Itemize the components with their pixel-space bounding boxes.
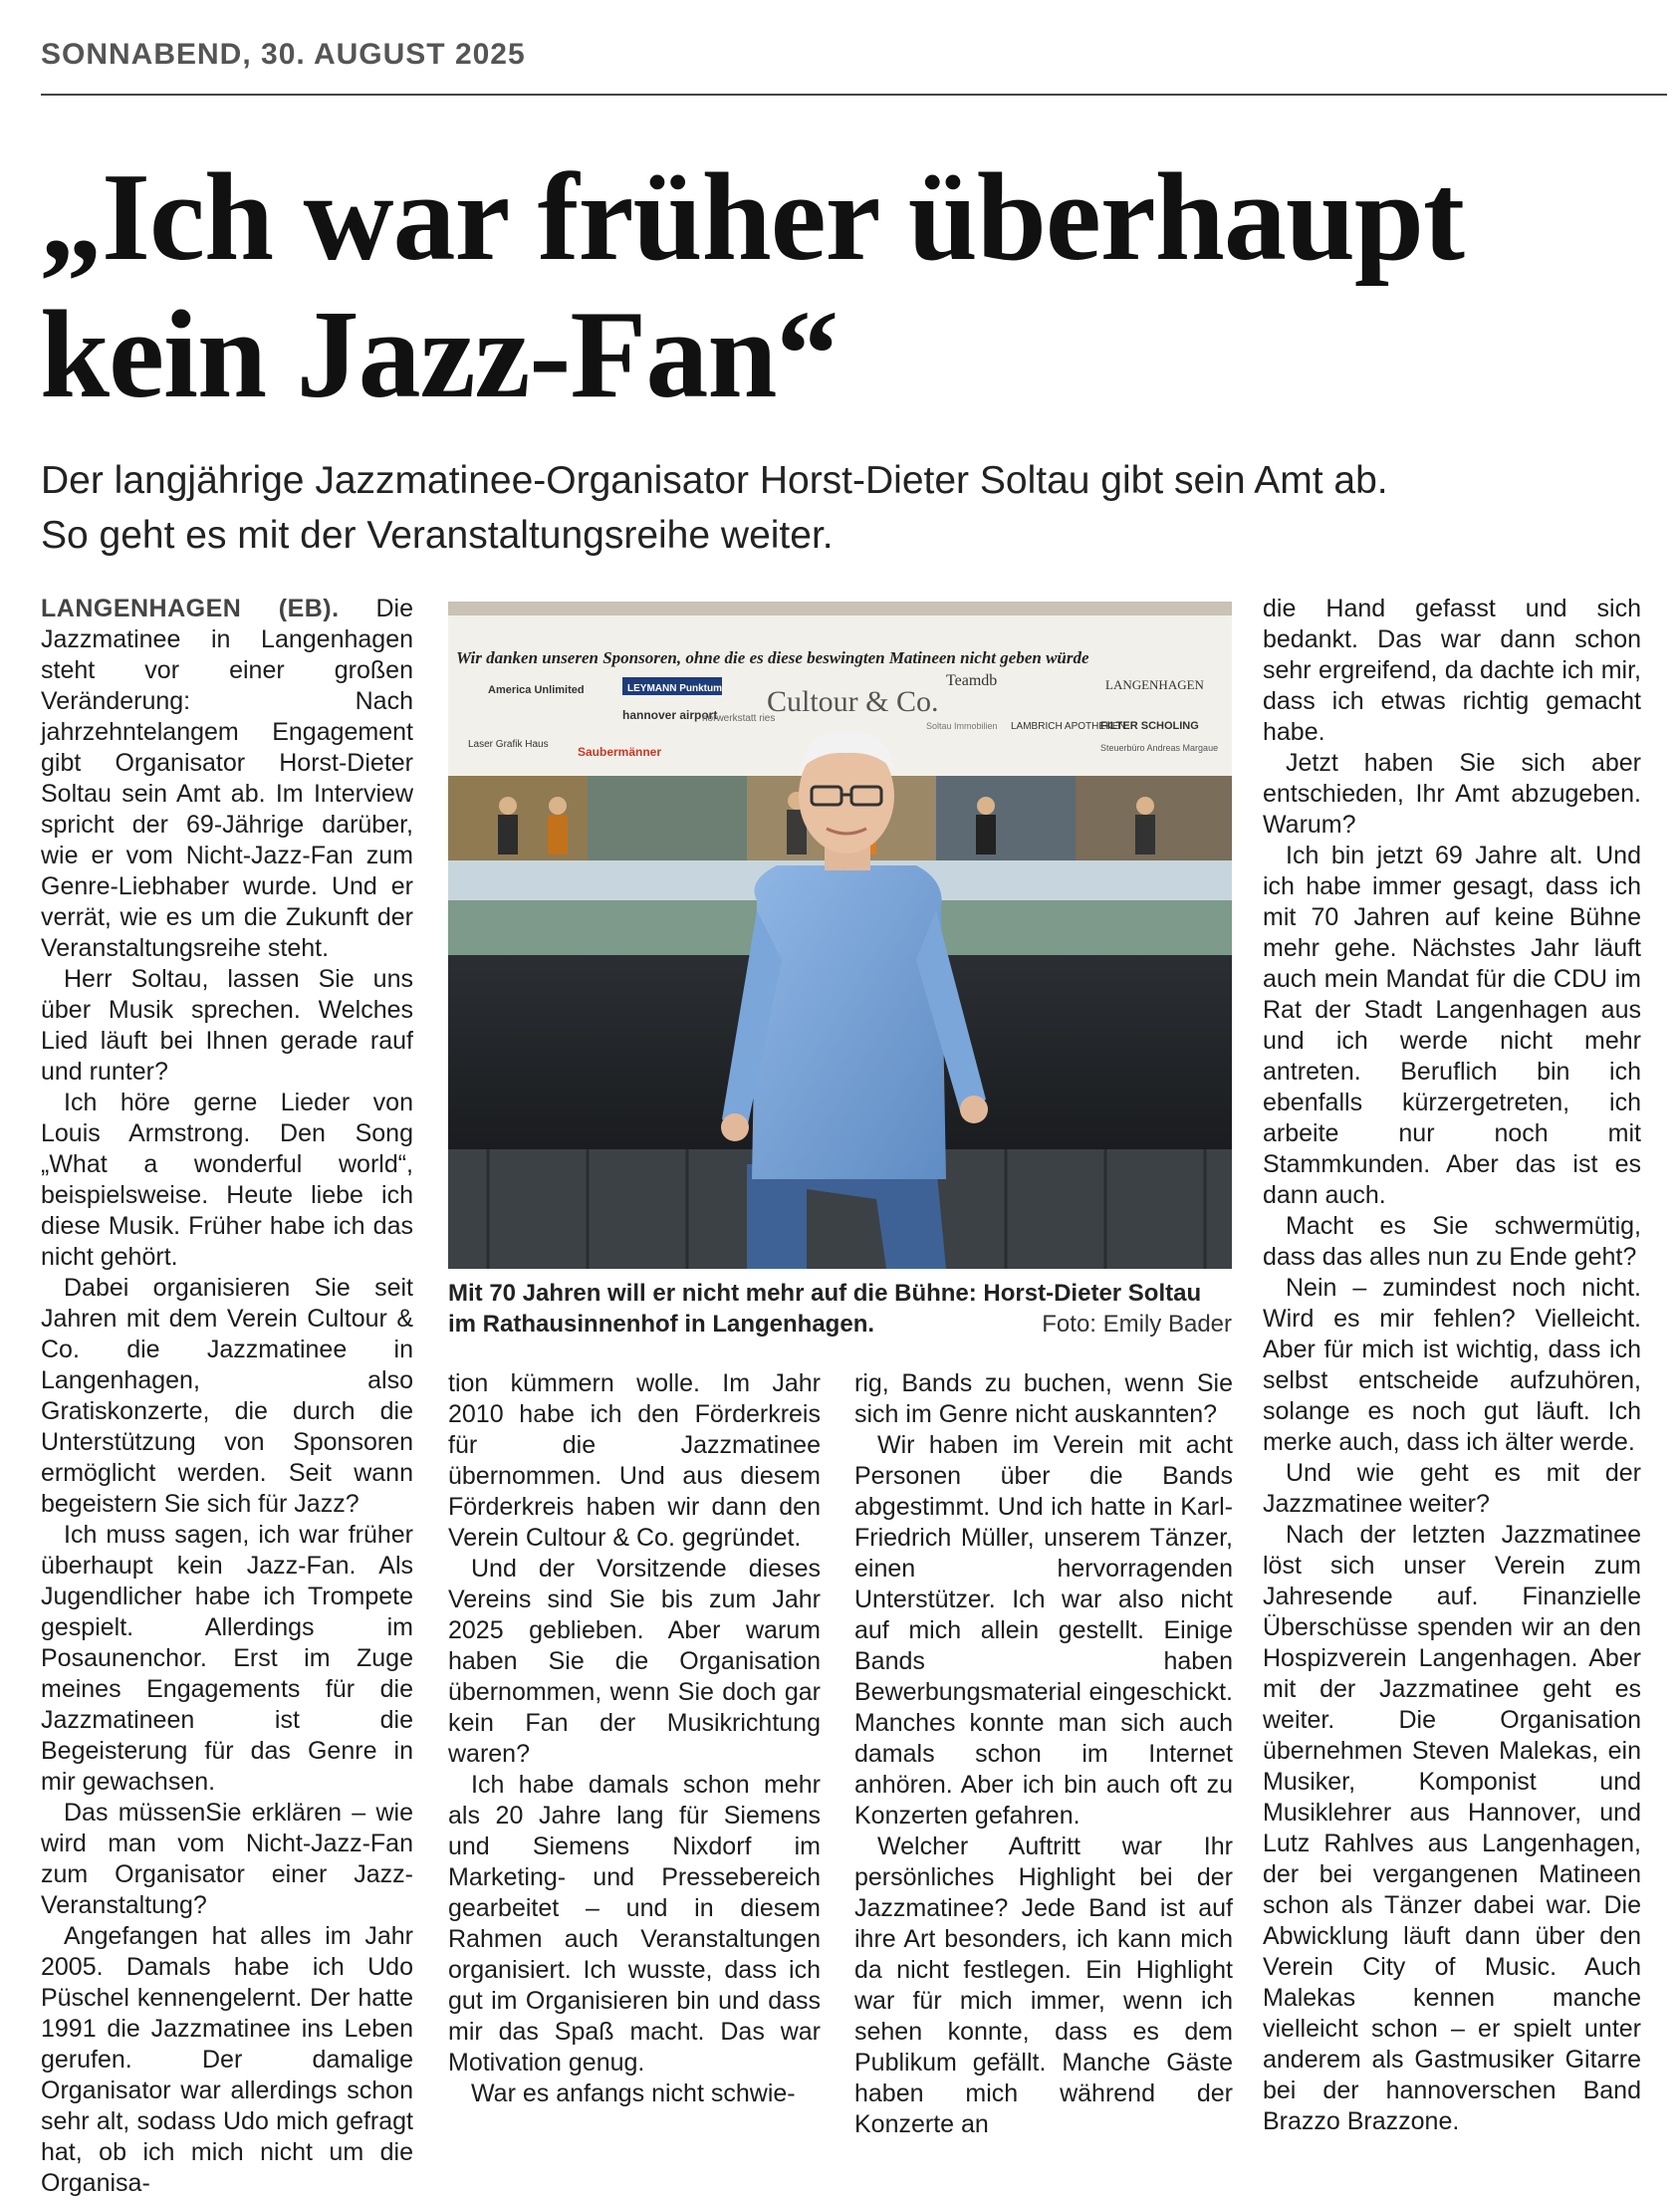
answer-paragraph: Ich höre gerne Lieder von Louis Armstrong. Den Song „What a wonderful world“, beispielsweise. Heute liebe ich diese Musik. Früher habe ich das nicht gehört. xyxy=(41,1089,413,1271)
answer-paragraph: Ich muss sagen, ich war früher überhaupt kein Jazz-Fan. Als Jugendlicher habe ich Trompete gespielt. Allerdings im Posaunenchor. Erst im Zuge meines Engagements für die Jazzmatineen ist die Begeisterung für das Genre in mir gewachsen. xyxy=(41,1521,413,1796)
sponsor-logo: hannover airport xyxy=(622,708,718,722)
intro-paragraph xyxy=(41,594,413,964)
dateline: SONNABEND, 30. AUGUST 2025 xyxy=(41,38,526,71)
question-paragraph: Das müssenSie erklären – wie wird man vom Nicht-Jazz-Fan zum Organisator einer Jazz-Veranstaltung? xyxy=(41,1799,413,1919)
answer-paragraph: Nach der letzten Jazzmatinee löst sich unser Verein zum Jahresende auf. Finanzielle Überschüsse spenden wir an den Hospizverein Langenhagen. Aber mit der Jazzmatinee geht es weiter. Die Organisation übernehmen Steven Malekas, ein Musiker, Komponist und Musiklehrer aus Hannover, und Lutz Rahlves aus Langenhagen, der bei vergangenen Matineen schon als Tänzer dabei war. Die Abwicklung läuft dann über den Verein City of Music. Auch Malekas kennen manche vielleicht schon – er spielt unter anderem als Gastmusiker Gitarre bei der hannoverschen Band Brazzo Brazzone. xyxy=(1263,1521,1641,2135)
sponsor-logo: FILTER SCHOLING xyxy=(1100,720,1199,732)
question-paragraph: Welcher Auftritt war Ihr persönliches Highlight bei der Jazzmatinee? Jede Band ist auf ihre Art besonders, ich kann mich da nicht festlegen. Ein Highlight war für mich immer, wenn ich sehen konnte, dass es dem Publikum gefällt. Manche Gäste haben mich während der Konzerte an xyxy=(854,1832,1233,2138)
photo-illustration xyxy=(448,602,1232,1269)
answer-paragraph: Wir haben im Verein mit acht Personen über die Bands abgestimmt. Und ich hatte in Karl-Friedrich Müller, unserem Tänzer, einen hervorragenden Unterstützer. Ich war also nicht auf mich allein gestellt. Einige Bands haben Bewerbungsmaterial eingeschickt. Manches konnte man sich auch damals schon im Internet anhören. Aber ich bin auch oft zu Konzerten gefahren. xyxy=(854,1431,1233,1830)
sponsor-logo: hörwerkstatt ries xyxy=(702,713,776,724)
answer-paragraph: Nein – zumindest noch nicht. Wird es mir fehlen? Vielleicht. Aber für mich ist wichtig, dass ich selbst entscheide aufzuhören, solange es noch gut läuft. Ich merke auch, dass ich älter werde. xyxy=(1263,1274,1641,1456)
sponsor-logo: America Unlimited xyxy=(488,684,585,696)
question-paragraph: rig, Bands zu buchen, wenn Sie sich im Genre nicht auskannten? xyxy=(854,1369,1233,1428)
article-column-1 xyxy=(41,594,414,2197)
question-paragraph: Und wie geht es mit der Jazzmatinee weiter? xyxy=(1263,1459,1641,1518)
headline-line-1: „Ich war früher überhaupt xyxy=(40,148,1464,287)
sponsor-logo: Steuerbüro Andreas Margaue xyxy=(1100,743,1219,753)
headline xyxy=(40,149,1653,424)
sponsor-logo: Saubermänner xyxy=(578,745,662,759)
sponsor-logo: Soltau Immobilien xyxy=(926,721,998,731)
header-rule xyxy=(41,94,1667,96)
article-column-3 xyxy=(854,1368,1233,2138)
subheadline-line-1: Der langjährige Jazzmatinee-Organisator Horst-Dieter Soltau gibt sein Amt ab. xyxy=(41,459,1388,502)
sponsor-logo: LAMBRICH APOTHEKEN xyxy=(1011,721,1126,732)
question-paragraph: Jetzt haben Sie sich aber entschieden, Ihr Amt abzugeben. Warum? xyxy=(1263,749,1641,839)
answer-paragraph: Ich habe damals schon mehr als 20 Jahre lang für Siemens und Siemens Nixdorf im Marketing- und Pressebereich gearbeitet – und in diesem Rahmen auch Veranstaltungen organisiert. Ich wusste, dass ich gut im Organisieren bin und dass mir das Spaß macht. Das war Motivation genug. xyxy=(448,1771,821,2077)
sponsor-logo: LEYMANN Punktum xyxy=(627,683,722,694)
sponsor-logo: LANGENHAGEN xyxy=(1105,677,1204,692)
question-paragraph: Macht es Sie schwermütig, dass das alles nun zu Ende geht? xyxy=(1263,1212,1641,1271)
answer-paragraph: Angefangen hat alles im Jahr 2005. Damals habe ich Udo Püschel kennengelernt. Der hatte 1991 die Jazzmatinee ins Leben gerufen. Der damalige Organisator war allerdings schon sehr alt, sodass Udo mich gefragt hat, ob ich mich nicht um die Organisa- xyxy=(41,1922,413,2197)
headline-line-2: kein Jazz-Fan“ xyxy=(40,286,839,424)
banner-text: Wir danken unseren Sponsoren, ohne die es diese beswingten Matineen nicht geben würde xyxy=(456,648,1089,667)
answer-paragraph: tion kümmern wolle. Im Jahr 2010 habe ich den Förderkreis für die Jazzmatinee übernommen. Und aus diesem Förderkreis haben wir dann den Verein Cultour & Co. gegründet. xyxy=(448,1369,821,1552)
subheadline-line-2: So geht es mit der Veranstaltungsreihe weiter. xyxy=(41,514,834,557)
photo-credit: Foto: Emily Bader xyxy=(1042,1311,1232,1338)
article-column-4 xyxy=(1263,594,1641,2135)
caption-text: Mit 70 Jahren will er nicht mehr auf die Bühne: Horst-Dieter Soltau im Rathausinnenhof in Langenhagen. xyxy=(448,1280,1202,1338)
question-paragraph: War es anfangs nicht schwie- xyxy=(471,2079,796,2107)
article-column-2 xyxy=(448,1368,821,2105)
photo-caption xyxy=(448,1278,1232,1340)
sponsor-logo: Teamdb xyxy=(946,672,998,689)
question-paragraph: Dabei organisieren Sie seit Jahren mit dem Verein Cultour & Co. die Jazzmatinee in Langenhagen, also Gratiskonzerte, die durch die Unterstützung von Sponsoren ermöglicht werden. Seit wann begeistern Sie sich für Jazz? xyxy=(41,1274,413,1518)
subheadline xyxy=(41,453,1435,563)
sponsor-logo: Cultour & Co. xyxy=(767,685,939,718)
answer-paragraph: die Hand gefasst und sich bedankt. Das war dann schon sehr ergreifend, da dachte ich mir, dass ich etwas richtig gemacht habe. xyxy=(1263,595,1641,746)
question-paragraph: Herr Soltau, lassen Sie uns über Musik sprechen. Welches Lied läuft bei Ihnen gerade rauf und runter? xyxy=(41,965,413,1086)
intro-text: Die Jazzmatinee in Langenhagen steht vor einer großen Veränderung: Nach jahrzehntelangem Engagement gibt Organisator Horst-Dieter Soltau sein Amt ab. Im Interview spricht der 69-Jährige darüber, wie er vom Nicht-Jazz-Fan zum Genre-Liebhaber wurde. Und er verrät, wie es um die Zukunft der Veranstaltungsreihe steht. xyxy=(41,595,414,962)
sponsor-logo: Laser Grafik Haus xyxy=(468,739,549,750)
answer-paragraph: Ich bin jetzt 69 Jahre alt. Und ich habe immer gesagt, dass ich mit 70 Jahren auf keine Bühne mehr gehe. Nächstes Jahr läuft auch mein Mandat für die CDU im Rat der Stadt Langenhagen aus und ich werde nicht mehr antreten. Beruflich bin ich ebenfalls kürzergetreten, ich arbeite nur noch mit Stammkunden. Aber das ist es dann auch. xyxy=(1263,842,1641,1209)
location-kicker: LANGENHAGEN (EB). xyxy=(41,595,340,622)
question-paragraph: Und der Vorsitzende dieses Vereins sind Sie bis zum Jahr 2025 geblieben. Aber warum haben Sie die Organisation übernommen, wenn Sie doch gar kein Fan der Musikrichtung waren? xyxy=(448,1555,821,1768)
article-photo xyxy=(448,602,1232,1269)
